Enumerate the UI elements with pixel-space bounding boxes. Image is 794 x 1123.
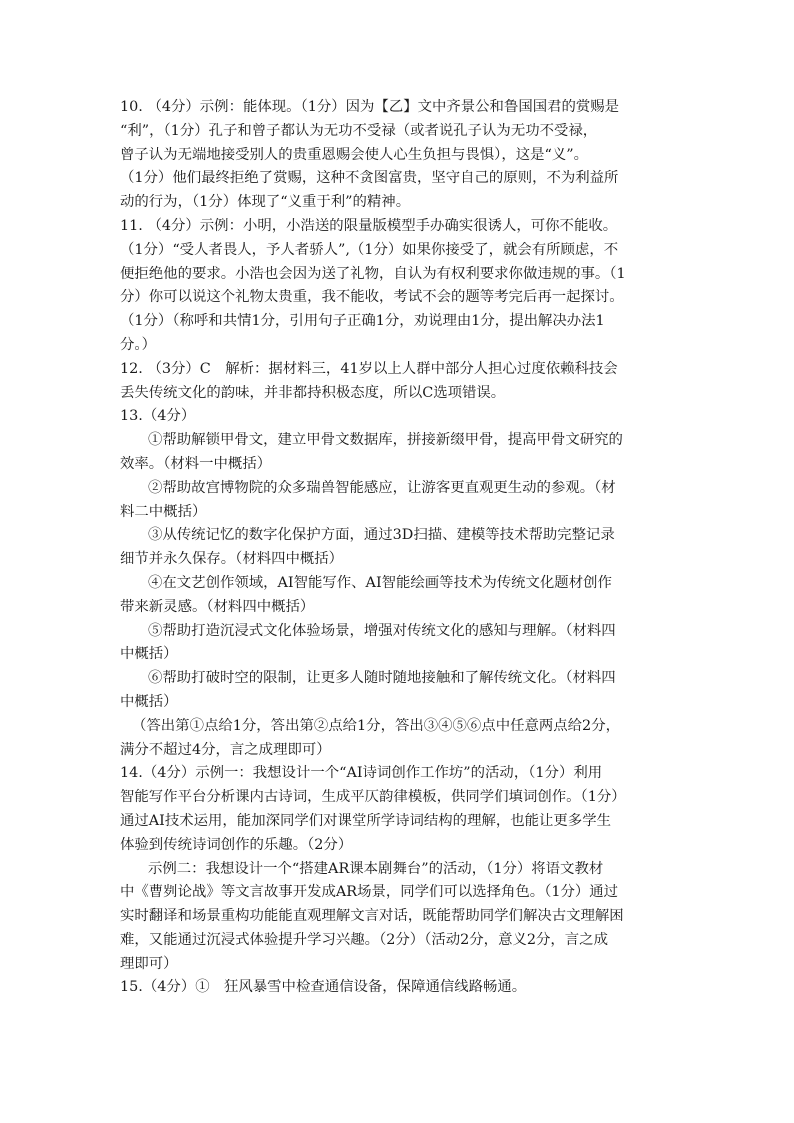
answer-14-example-2-line-5: 理即可） (120, 955, 178, 972)
answer-10-line-3: 曾子认为无端地接受别人的贵重恩赐会使人心生负担与畏惧），这是“义”。 (120, 146, 589, 163)
answer-14-example-2-line-3: 实时翻译和场景重构功能能直观理解文言对话，既能帮助同学们解决古文理解困 (120, 908, 624, 925)
answer-document (120, 96, 676, 1000)
answer-11-line-2: （1分）“受人者畏人，予人者骄人”,（1分）如果你接受了，就会有所顾虑，不 (120, 241, 619, 258)
answer-14-example-2-line-1: 示例二：我想设计一个“搭建AR课本剧舞台”的活动，（1分）将语文教材 (148, 860, 604, 877)
answer-10-line-1: 10. （4分）示例：能体现。（1分）因为【乙】文中齐景公和鲁国国君的赏赐是 (120, 99, 620, 115)
answer-13-point-3-cont: 细节并永久保存。（材料四中概括） (120, 551, 344, 568)
answer-11-line-4: 分）你可以说这个礼物太贵重，我不能收，考试不会的题等考完后再一起探讨。 (120, 289, 624, 306)
answer-13-point-4-cont: 带来新灵感。（材料四中概括） (120, 598, 315, 615)
answer-15-line-1: 15.（4分）① 狂风暴雪中检查通信设备，保障通信线路畅通。 (120, 979, 527, 996)
answer-13-point-3: ③从传统记忆的数字化保护方面，通过3D扫描、建模等技术帮助完整记录 (148, 527, 615, 544)
answer-13-heading: 13.（4分） (120, 408, 196, 425)
answer-14-example-2-line-2: 中《曹刿论战》等文言故事开发成AR场景，同学们可以选择角色。（1分）通过 (120, 884, 619, 901)
answer-12-line-1: 12. （3分）C 解析：据材料三，41岁以上人群中部分人担心过度依赖科技会 (120, 360, 618, 377)
answer-11-line-6: 分。） (120, 336, 156, 353)
answer-14-line-1: 14.（4分）示例一：我想设计一个“AI诗词创作工作坊”的活动，（1分）利用 (120, 765, 603, 782)
answer-10-line-4: （1分）他们最终拒绝了赏赐，这种不贪图富贵，坚守自己的原则，不为利益所 (120, 170, 619, 187)
answer-11-line-5: （1分）（称呼和共情1分，引用句子正确1分，劝说理由1分，提出解决办法1 (120, 313, 605, 330)
answer-13-point-4: ④在文艺创作领域，AI智能写作、AI智能绘画等技术为传统文化题材创作 (148, 574, 612, 591)
answer-13-point-2: ②帮助故宫博物院的众多瑞兽智能感应，让游客更直观更生动的参观。（材 (148, 479, 616, 496)
answer-13-point-5: ⑤帮助打造沉浸式文化体验场景，增强对传统文化的感知与理解。（材料四 (148, 622, 616, 639)
answer-13-scoring: （答出第①点给1分，答出第②点给1分，答出③④⑤⑥点中任意两点给2分， (132, 717, 620, 734)
answer-11-line-3: 便拒绝他的要求。小浩也会因为送了礼物，自认为有权利要求你做违规的事。（1 (120, 265, 626, 282)
answer-13-point-2-cont: 料二中概括） (120, 503, 207, 520)
answer-13-point-1: ①帮助解锁甲骨文，建立甲骨文数据库，拼接新缀甲骨，提高甲骨文研究的 (148, 432, 623, 449)
answer-10-line-5: 动的行为，（1分）体现了“义重于利”的精神。 (120, 194, 411, 211)
answer-12-line-2: 丢失传统文化的韵味，并非都持积极态度，所以C选项错误。 (120, 384, 506, 401)
answer-14-line-2: 智能写作平台分析课内古诗词，生成平仄韵律模板，供同学们填词创作。（1分） (120, 789, 626, 806)
answer-13-point-6: ⑥帮助打破时空的限制，让更多人随时随地接触和了解传统文化。（材料四 (148, 670, 616, 687)
answer-13-point-5-cont: 中概括） (120, 646, 178, 663)
answer-13-point-1-cont: 效率。（材料一中概括） (120, 455, 272, 472)
answer-10-line-2: “利”，（1分）孔子和曾子都认为无功不受禄（或者说孔子认为无功不受禄， (120, 122, 598, 139)
answer-11-line-1: 11. （4分）示例：小明，小浩送的限量版模型手办确实很诱人，可你不能收。 (120, 217, 618, 234)
answer-14-example-2-line-4: 难，又能通过沉浸式体验提升学习兴趣。（2分）（活动2分，意义2分，言之成 (120, 931, 608, 948)
answer-13-point-6-cont: 中概括） (120, 693, 178, 710)
answer-14-line-4: 体验到传统诗词创作的乐趣。（2分） (120, 836, 353, 853)
answer-13-scoring-cont: 满分不超过4分，言之成理即可） (120, 741, 331, 758)
answer-14-line-3: 通过AI技术运用，能加深同学们对课堂所学诗词结构的理解，也能让更多学生 (120, 812, 611, 829)
